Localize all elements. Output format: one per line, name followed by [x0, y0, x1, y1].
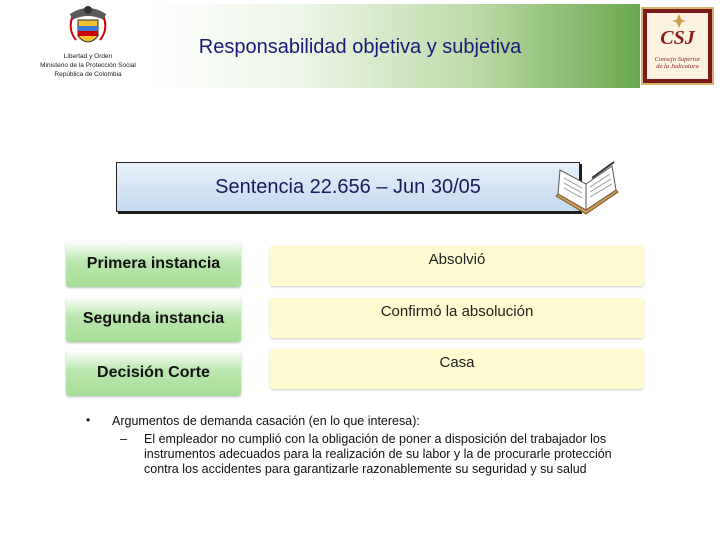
bullet-marker: •: [86, 413, 91, 427]
bullet-main-text: Argumentos de demanda casación (en lo que interesa):: [112, 414, 420, 428]
open-book-icon: [552, 160, 622, 220]
sentence-label: Sentencia 22.656 – Jun 30/05: [215, 176, 481, 198]
ministry-name: Ministerio de la Protección Social: [40, 62, 136, 69]
sentence-box: [116, 162, 580, 212]
row-value-decision-corte: Casa: [270, 349, 644, 389]
slide-title: Responsabilidad objetiva y subjetiva: [198, 36, 522, 58]
row-label-decision-corte: Decisión Corte: [66, 350, 241, 396]
sub-bullet-item: [84, 432, 644, 477]
csj-line2: de la Judicatura: [656, 63, 699, 70]
sub-bullet-text: El empleador no cumplió con la obligación de poner a disposición del trabajador los instrumentos adecuados para la realización de su labor y la de procurarle protección contra los accidentes para garantizarle razonablemente su seguridad y su salud: [144, 432, 612, 476]
bullet-item: [84, 414, 644, 429]
csj-logo: [641, 7, 714, 85]
row-value-primera-instancia: Absolvió: [270, 246, 644, 286]
row-label-primera-instancia: Primera instancia: [66, 241, 241, 287]
row-label-segunda-instancia: Segunda instancia: [66, 296, 241, 342]
ministry-country: República de Colombia: [54, 71, 122, 78]
csj-line1: Consejo Superior: [654, 56, 701, 63]
sub-bullet-marker: –: [120, 432, 127, 446]
ministry-motto: Libertad y Orden: [63, 53, 113, 60]
csj-acronym: CSJ: [660, 27, 695, 49]
row-value-segunda-instancia: Confirmó la absolución: [270, 298, 644, 338]
bullet-list: [84, 414, 644, 477]
